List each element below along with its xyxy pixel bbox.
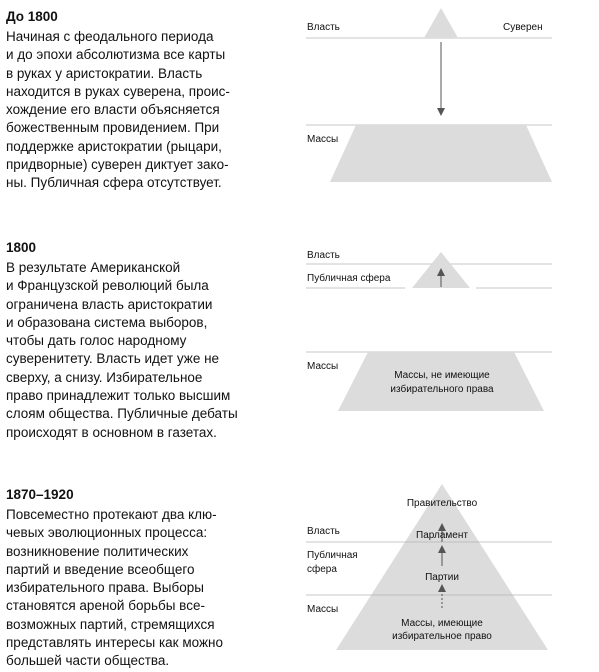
text-line: придворные) суверен диктует зако- (6, 157, 229, 173)
text-line: божественным провидением. При (6, 120, 220, 136)
text-line: партий и введение всеобщего (6, 561, 195, 577)
masses-trapezoid (338, 352, 544, 411)
text-line: Начиная с феодального периода (6, 29, 214, 44)
masses-inner-line: Массы, не имеющие (394, 370, 490, 381)
parties-label: Партии (425, 572, 459, 583)
public-sphere-label: Публичная сфера (307, 273, 391, 284)
text-line: становятся ареной борьбы все- (6, 598, 205, 614)
text-line: чтобы дать голос народному (6, 333, 187, 349)
text-line: и до эпохи абсолютизма все карты (6, 47, 226, 63)
text-line: в руках у аристократии. Власть (6, 65, 203, 81)
text-line: Повсеместно протекают два клю- (6, 507, 217, 522)
sovereign-label: Суверен (503, 22, 543, 33)
text-line: большей части общества. (6, 653, 170, 669)
text-line: представлять интересы как можно (6, 635, 223, 651)
public-sphere-label: сфера (307, 564, 337, 575)
text-line: слоям общества. Публичные дебаты (6, 406, 238, 422)
era-title: 1800 (6, 240, 37, 255)
text-line: ны. Публичная сфера отсутствует. (6, 175, 222, 191)
power-label: Власть (307, 250, 340, 261)
text-line: хождение его власти объясняется (6, 102, 220, 118)
text-line: В результате Американской (6, 260, 181, 275)
masses-trapezoid (330, 125, 552, 182)
masses-inner-line: Массы, имеющие (401, 618, 483, 629)
masses-label: Массы (307, 604, 339, 615)
text-line: возникновение политических (6, 543, 189, 559)
masses-inner-line: избирательное право (392, 631, 492, 642)
text-line: суверенитету. Власть идет уже не (6, 351, 220, 367)
text-line: право принадлежит только высшим (6, 388, 231, 404)
power-label: Власть (307, 22, 340, 33)
text-line: возможных партий, стремящихся (6, 616, 215, 632)
text-line: и Французской революций была (6, 278, 209, 294)
power-label: Власть (307, 526, 340, 537)
text-line: избирательного права. Выборы (6, 580, 204, 596)
text-line: ограничена власть аристократии (6, 296, 213, 312)
text-line: находится в руках суверена, проис- (6, 83, 230, 99)
text-line: поддержке аристократии (рыцари, (6, 138, 222, 154)
diagram-1870-1920 (306, 484, 552, 650)
sovereign-triangle (424, 8, 458, 38)
era-title: 1870–1920 (6, 487, 74, 502)
text-line: чевых эволюционных процесса: (6, 525, 208, 541)
text-line: происходят в основном в газетах. (6, 424, 217, 440)
text-line: и образована система выборов, (6, 314, 208, 330)
era-title: До 1800 (6, 9, 58, 24)
public-sphere-label: Публичная (307, 550, 358, 561)
masses-label: Массы (307, 134, 339, 145)
masses-inner-line: избирательного права (390, 384, 494, 395)
parliament-label: Парламент (416, 530, 468, 541)
diagram-before-1800 (306, 8, 552, 182)
text-line: сверху, а снизу. Избирательное (6, 369, 203, 385)
government-label: Правительство (406, 498, 478, 509)
diagram-1800 (306, 250, 552, 411)
masses-label: Массы (307, 361, 339, 372)
